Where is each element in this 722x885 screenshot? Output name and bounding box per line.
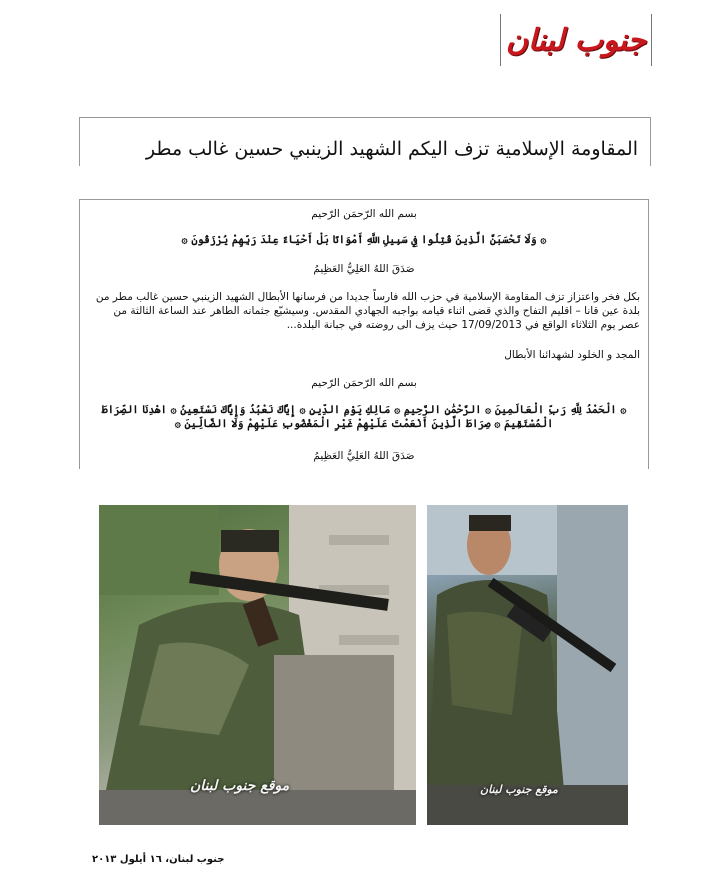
article-body bbox=[79, 199, 649, 469]
sadaq-line-2: صَدَقَ اللهُ العَلِيُّ العَظِيمُ bbox=[313, 450, 415, 462]
photo-left-watermark: موقع جنوب لبنان bbox=[190, 778, 290, 794]
logo-text: جنوب لبنان bbox=[505, 22, 647, 58]
basmala-line: بسم الله الرّحمَن الرّحيم bbox=[311, 208, 417, 220]
announcement-text: بكل فخر واعتزاز تزف المقاومة الإسلامية في حزب الله فارساً جديدا من فرسانها الأبطال الشهيد الزينبي حسين غالب مطر من بلدة عين قانا – اقليم التفاح والذي قضى اثناء قيامه بواجبه الجهادي المقدس. وسيشيّع جثمانه الطاهر عند الساعة الثالثة من عصر يوم الثلاثاء الواقع في 17/09/2013 حيث يزف الى روضته في جبانة البلدة... bbox=[95, 291, 640, 331]
quran-verse: ۞ وَلَا تَحْسَبَنَّ الَّذِينَ قُتِلُوا فِي سَبِيلِ اللَّهِ أَمْوَاتًا بَلْ أَحْيَاءٌ عِنْدَ رَبِّهِمْ يُرْزَقُونَ ۞ bbox=[181, 234, 547, 246]
photo-right-watermark: موقع جنوب لبنان bbox=[480, 783, 558, 796]
glory-line: المجد و الخلود لشهدائنا الأبطال bbox=[504, 349, 640, 361]
headline-box bbox=[79, 117, 651, 166]
site-logo bbox=[500, 14, 652, 66]
page-footer: جنوب لبنان، ١٦ أيلول ٢٠١٣ bbox=[92, 854, 225, 865]
martyr-photo-left bbox=[99, 505, 416, 825]
sadaq-line: صَدَقَ اللهُ العَلِيُّ العَظِيمُ bbox=[313, 263, 415, 275]
article-headline: المقاومة الإسلامية تزف اليكم الشهيد الزينبي حسين غالب مطر bbox=[145, 138, 638, 160]
basmala-line-2: بسم الله الرّحمَن الرّحيم bbox=[311, 377, 417, 389]
fatiha-verse: ۞ الْحَمْدُ لِلَّهِ رَبِّ الْعَالَمِينَ ۞ الرَّحْمَٰنِ الرَّحِيمِ ۞ مَالِكِ يَوْمِ الدِّينِ ۞ إِيَّاكَ نَعْبُدُ وَإِيَّاكَ نَسْتَعِينُ ۞ اهْدِنَا الصِّرَاطَ الْمُسْتَقِيمَ ۞ صِرَاطَ الَّذِينَ أَنْعَمْتَ عَلَيْهِمْ غَيْرِ الْمَغْضُوبِ عَلَيْهِمْ وَلَا الضَّالِّينَ ۞ bbox=[101, 404, 627, 430]
photo-left-illustration bbox=[99, 505, 416, 825]
photo-right-illustration bbox=[427, 505, 628, 825]
martyr-photo-right bbox=[427, 505, 628, 825]
